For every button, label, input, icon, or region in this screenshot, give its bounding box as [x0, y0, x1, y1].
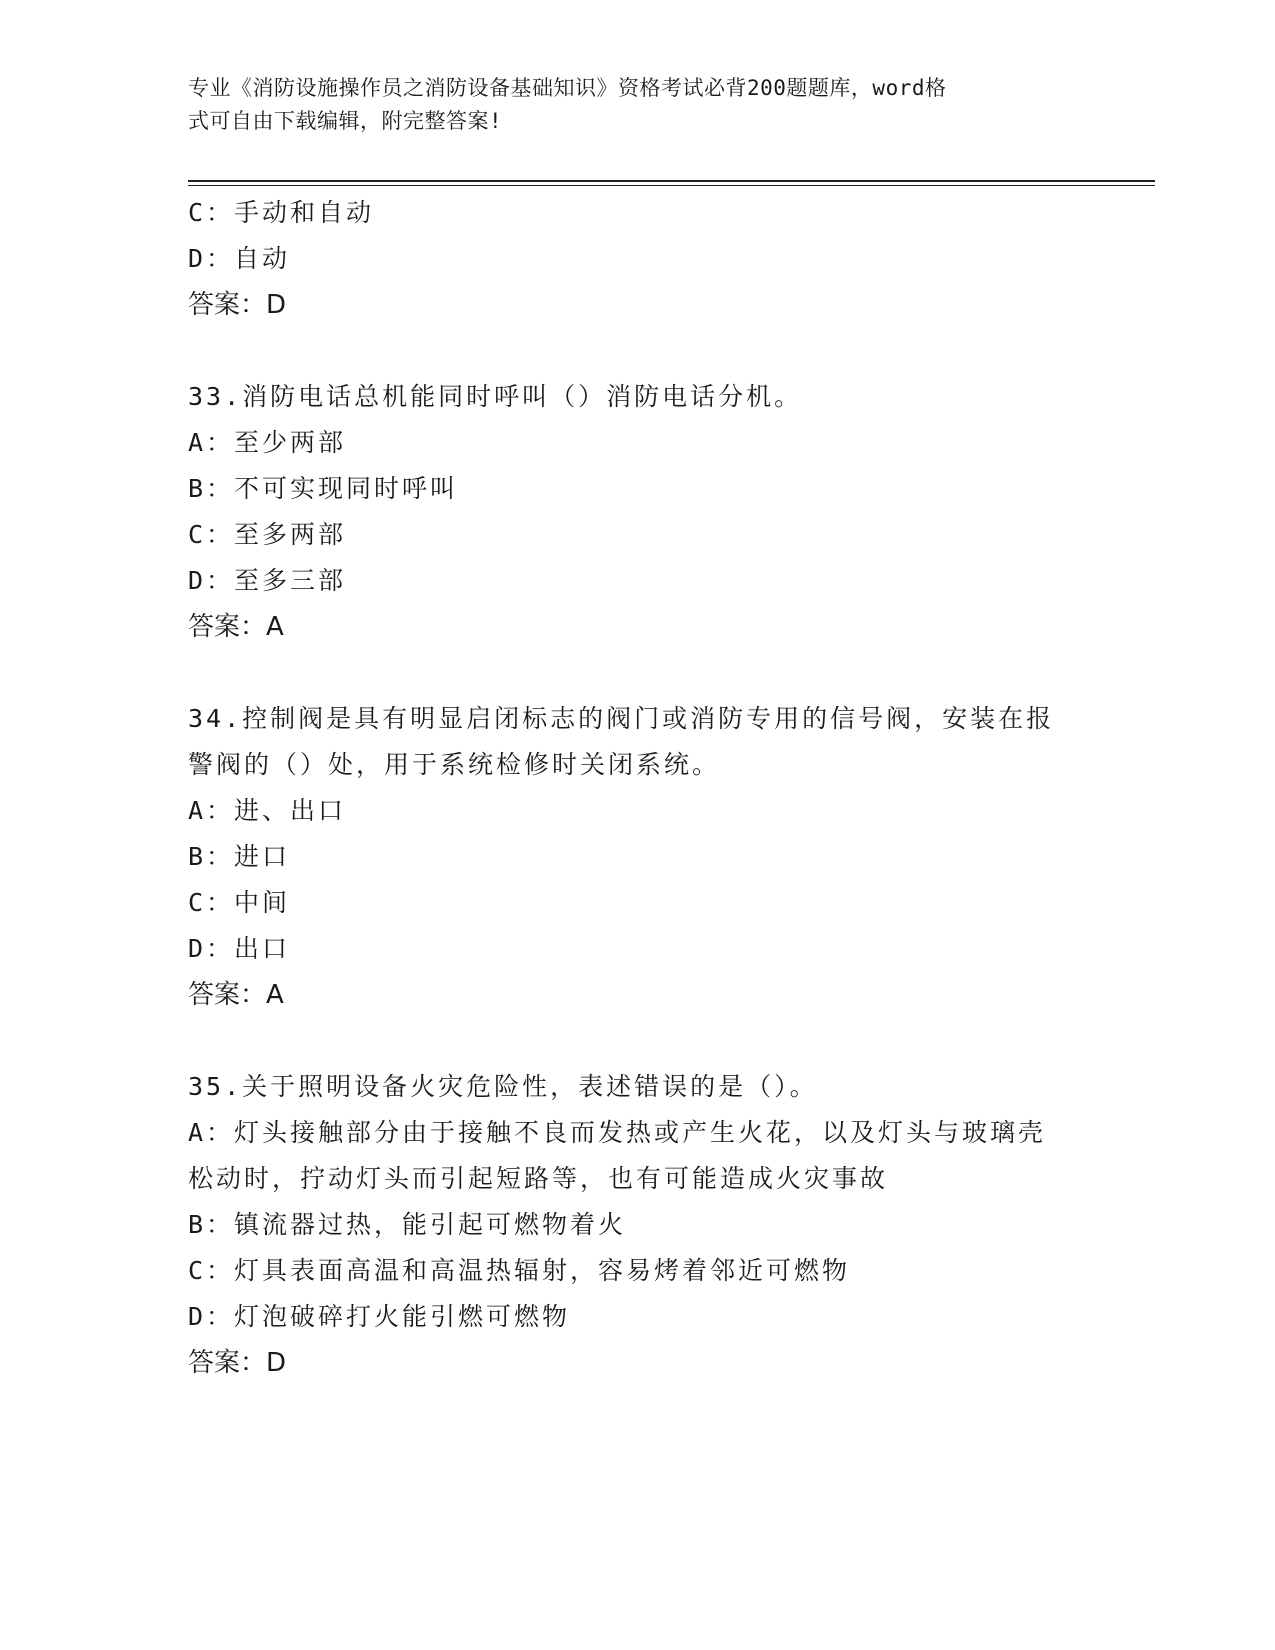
option-c: C：至多两部 — [188, 520, 347, 549]
question-32-continued — [188, 190, 1088, 328]
option-b: B：进口 — [188, 842, 291, 871]
option-d: D：至多三部 — [188, 566, 347, 595]
question-34 — [188, 696, 1088, 1018]
header-title-line-1: 专业《消防设施操作员之消防设备基础知识》资格考试必背200题题库，word格 — [188, 76, 947, 100]
spacer — [188, 1018, 1088, 1064]
option-a: A：进、出口 — [188, 796, 347, 825]
header-divider — [188, 180, 1155, 186]
option-b: B：镇流器过热，能引起可燃物着火 — [188, 1210, 627, 1239]
question-35 — [188, 1064, 1088, 1386]
header-title-line-2: 式可自由下载编辑，附完整答案! — [188, 109, 503, 133]
spacer — [188, 328, 1088, 374]
question-list — [188, 190, 1088, 1386]
option-d: D：出口 — [188, 934, 291, 963]
spacer — [188, 650, 1088, 696]
question-stem-line-2: 警阀的（）处，用于系统检修时关闭系统。 — [188, 750, 721, 779]
option-d: D：灯泡破碎打火能引燃可燃物 — [188, 1302, 571, 1331]
option-a: A：至少两部 — [188, 428, 347, 457]
answer: 答案：D — [188, 1348, 287, 1378]
option-c: C：手动和自动 — [188, 198, 375, 227]
option-c: C：灯具表面高温和高温热辐射，容易烤着邻近可燃物 — [188, 1256, 851, 1285]
question-stem: 33.消防电话总机能同时呼叫（）消防电话分机。 — [188, 382, 803, 411]
answer: 答案：D — [188, 290, 287, 320]
document-header — [188, 72, 1068, 138]
answer: 答案：A — [188, 980, 284, 1010]
option-c: C：中间 — [188, 888, 291, 917]
option-a-line-1: A：灯头接触部分由于接触不良而发热或产生火花，以及灯头与玻璃壳 — [188, 1118, 1047, 1147]
option-d: D：自动 — [188, 244, 291, 273]
question-33 — [188, 374, 1088, 650]
option-a-line-2: 松动时，拧动灯头而引起短路等，也有可能造成火灾事故 — [188, 1164, 889, 1193]
question-stem: 35.关于照明设备火灾危险性，表述错误的是（）。 — [188, 1072, 818, 1101]
answer: 答案：A — [188, 612, 284, 642]
option-b: B：不可实现同时呼叫 — [188, 474, 459, 503]
question-stem-line-1: 34.控制阀是具有明显启闭标志的阀门或消防专用的信号阀，安装在报 — [188, 704, 1055, 733]
